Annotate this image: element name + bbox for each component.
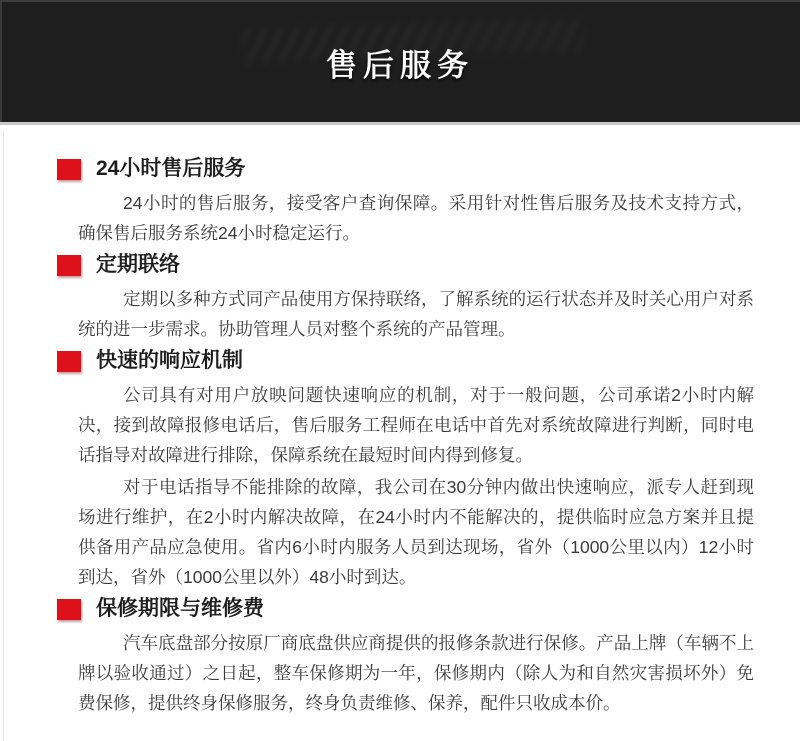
- page-title: 售后服务: [326, 48, 474, 83]
- section-paragraph: 公司具有对用户放映问题快速响应的机制，对于一般问题，公司承诺2小时内解决，接到故障报修电话后，售后服务工程师在电话中首先对系统故障进行判断，同时电话指导对故障进行排除，保障系统在最短时间内得到修复。: [78, 385, 754, 465]
- service-section-2: [57, 252, 755, 344]
- section-header: [57, 252, 755, 278]
- service-section-1: [57, 156, 755, 248]
- section-title: 保修期限与维修费: [96, 597, 264, 620]
- section-paragraph: 对于电话指导不能排除的故障，我公司在30分钟内做出快速响应，派专人赶到现场进行维护，在2小时内解决故障，在24小时内不能解决的，提供临时应急方案并且提供备用产品应急使用。省内6小时内服务人员到达现场，省外（1000公里以内）12小时到达，省外（1000公里以外）48小时到达。: [78, 477, 754, 587]
- left-scan-edge-line: [3, 130, 4, 741]
- section-title: 快速的响应机制: [96, 349, 243, 372]
- sections-container: [0, 125, 800, 718]
- page-header: [0, 0, 800, 125]
- section-paragraph: 汽车底盘部分按原厂商底盘供应商提供的报修条款进行保修。产品上牌（车辆不上牌以验收通过）之日起，整车保修期为一年，保修期内（除人为和自然灾害损坏外）免费保修，提供终身保修服务，终身负责维修、保养，配件只收成本价。: [78, 633, 754, 713]
- section-header: [57, 156, 755, 182]
- section-title: 定期联络: [96, 253, 180, 276]
- service-section-4: [57, 596, 755, 718]
- section-header: [57, 348, 755, 374]
- section-paragraph: 定期以多种方式同产品使用方保持联络，了解系统的运行状态并及时关心用户对系统的进一步需求。协助管理人员对整个系统的产品管理。: [78, 289, 754, 339]
- section-paragraph: 24小时的售后服务，接受客户查询保障。采用针对性售后服务及技术支持方式，确保售后服务系统24小时稳定运行。: [78, 193, 754, 243]
- red-square-bullet-icon: [57, 351, 81, 372]
- section-title: 24小时售后服务: [96, 157, 246, 180]
- section-header: [57, 596, 755, 622]
- service-section-3: [57, 348, 755, 592]
- red-square-bullet-icon: [57, 159, 81, 180]
- red-square-bullet-icon: [57, 599, 81, 620]
- red-square-bullet-icon: [57, 255, 81, 276]
